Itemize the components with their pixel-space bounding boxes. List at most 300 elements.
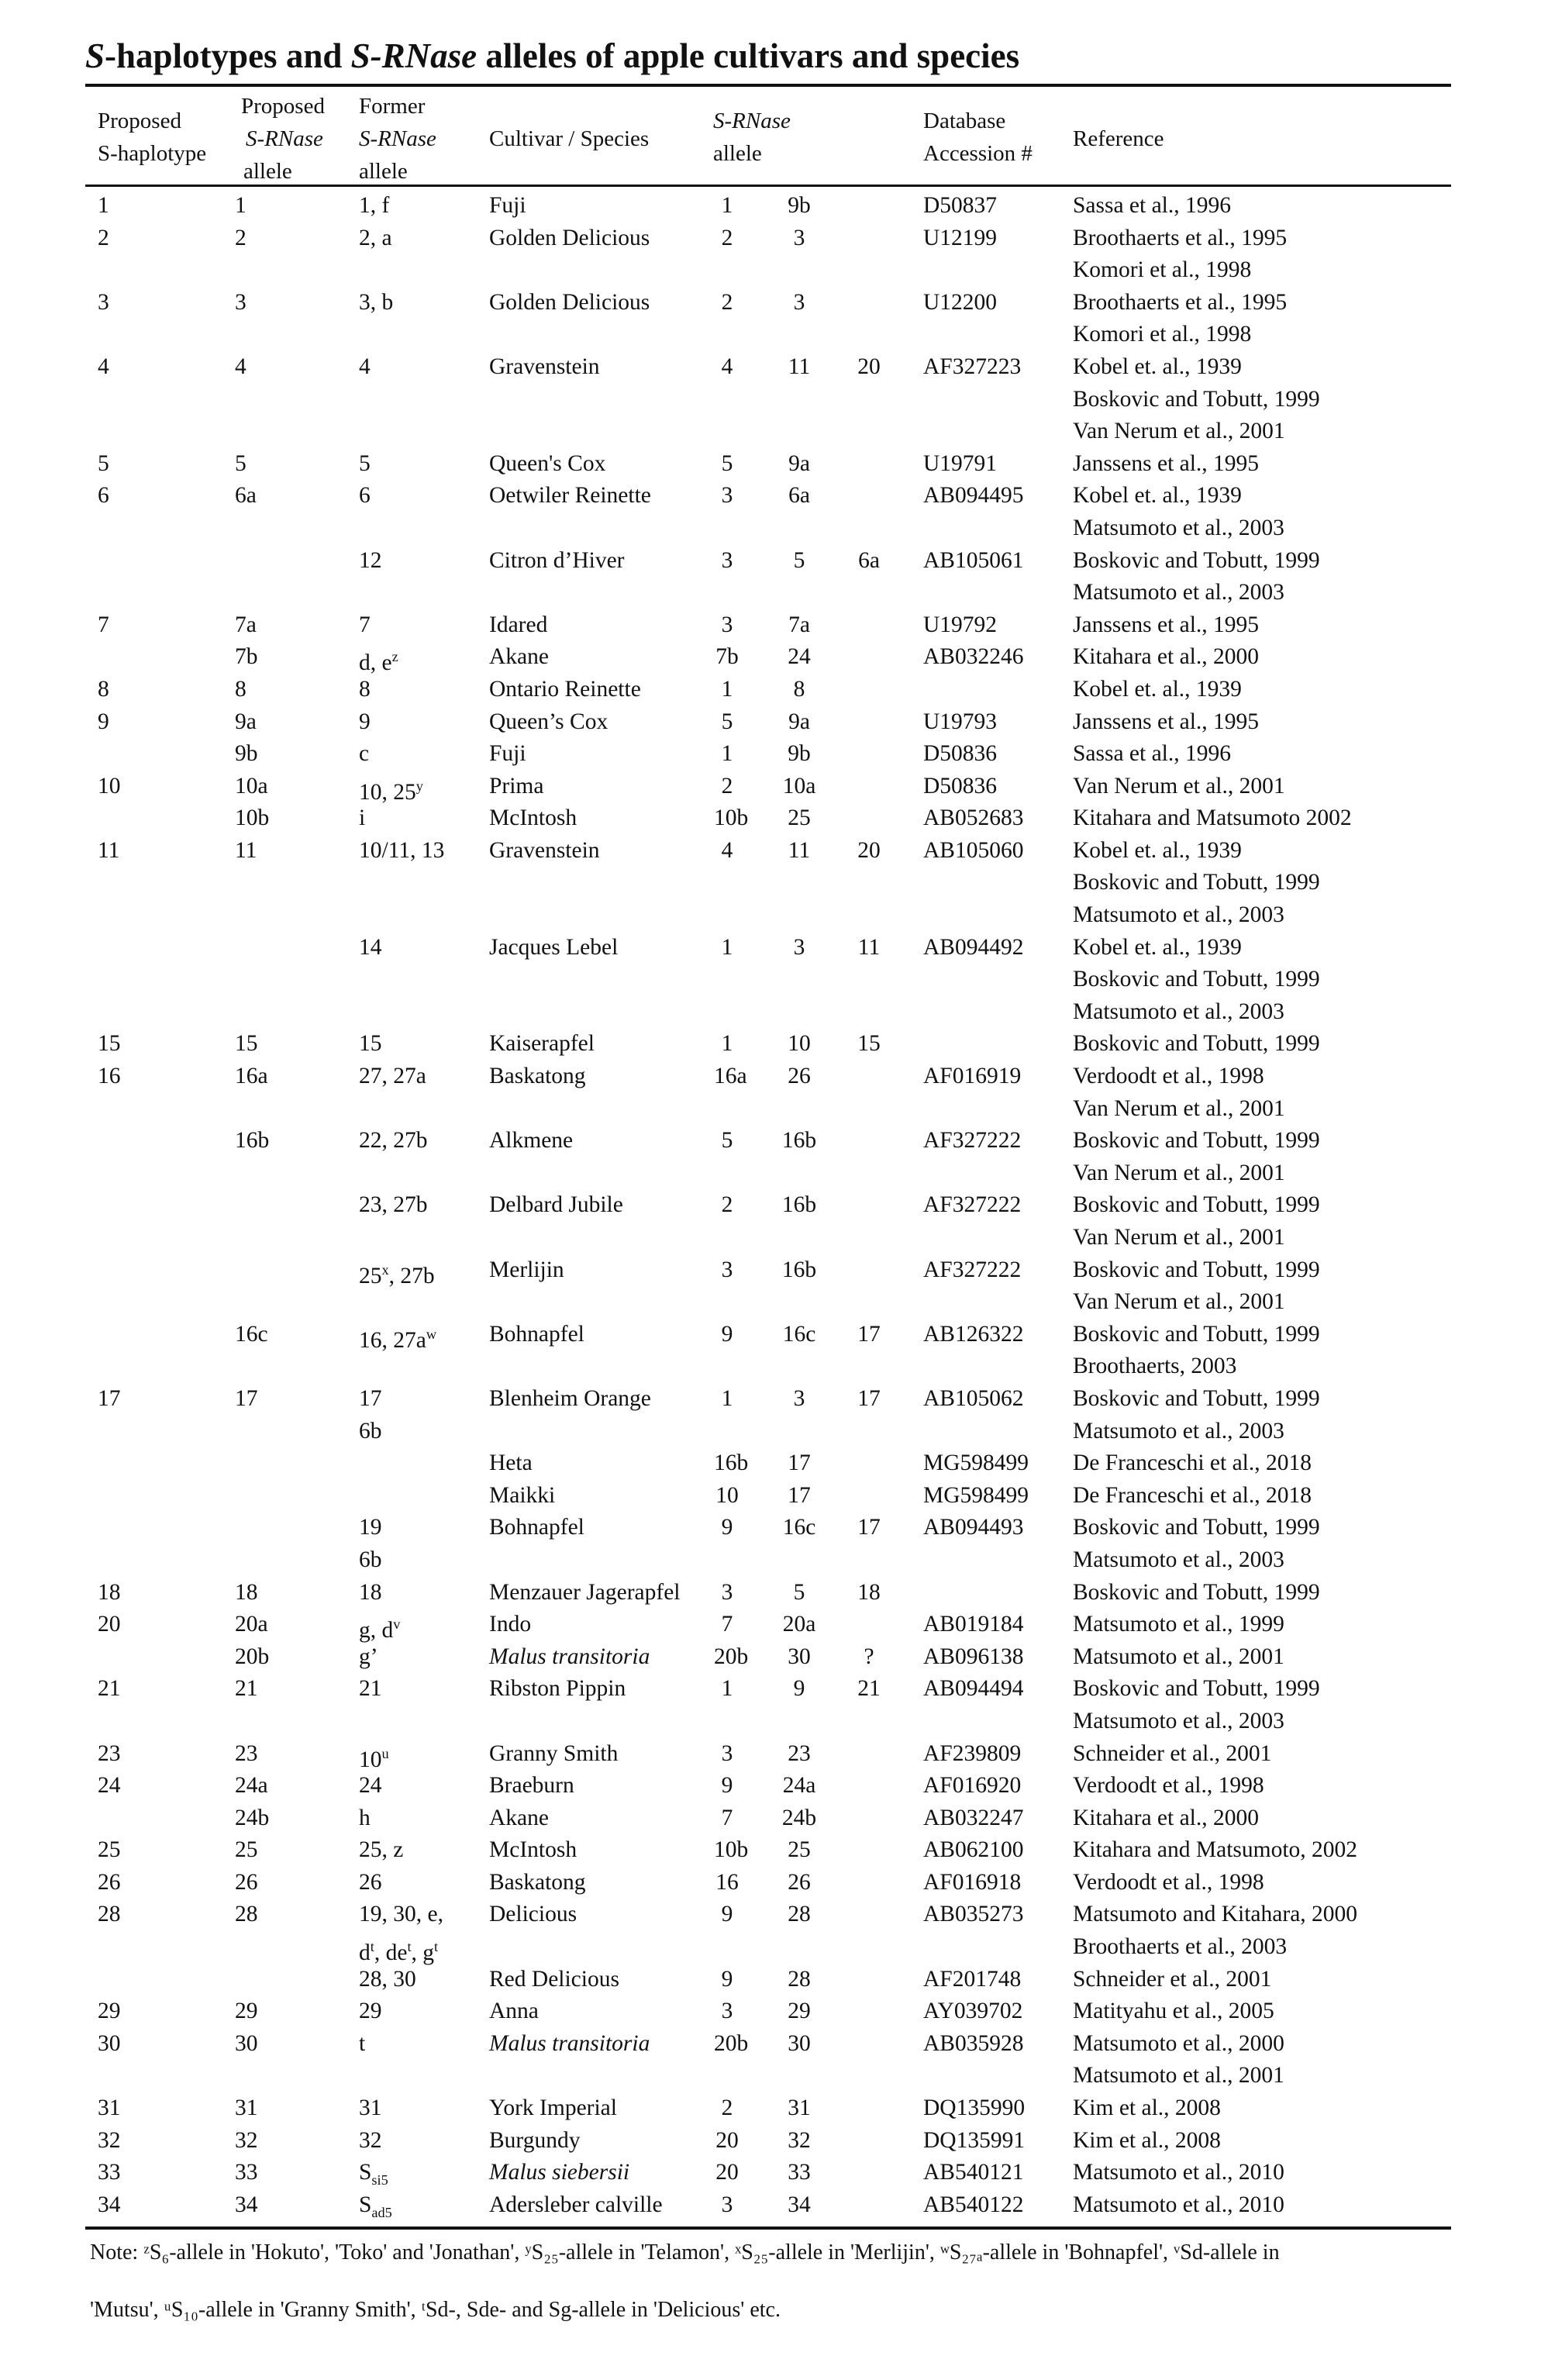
former-allele-cell: 10, 25$^y$ bbox=[359, 778, 423, 805]
cultivar-cell: Blenheim Orange bbox=[489, 1385, 651, 1411]
reference-cell: Matsumoto et al., 2003 bbox=[1073, 902, 1284, 928]
srnase-allele-2-cell: 28 bbox=[788, 1966, 811, 1992]
proposed-haplotype-cell: 3 bbox=[98, 289, 109, 315]
reference-cell: Verdoodt et al., 1998 bbox=[1073, 1064, 1264, 1089]
accession-cell: AF201748 bbox=[923, 1966, 1022, 1992]
srnase-allele-1-cell: 1 bbox=[721, 1031, 733, 1057]
cultivar-cell: Golden Delicious bbox=[489, 289, 650, 315]
allele-table bbox=[98, 190, 1446, 2221]
former-allele-cell: 6b bbox=[359, 1418, 382, 1444]
former-allele-cell: 12 bbox=[359, 547, 382, 573]
table-row bbox=[98, 1028, 1446, 1061]
table-row bbox=[98, 1641, 1446, 1674]
srnase-allele-1-cell: 20b bbox=[714, 2030, 749, 2056]
cultivar-cell: Fuji bbox=[489, 741, 526, 767]
reference-cell: Matityahu et al., 2005 bbox=[1073, 1999, 1274, 2024]
accession-cell: AF016919 bbox=[923, 1064, 1022, 1089]
accession-cell: U19791 bbox=[923, 450, 998, 476]
reference-cell: De Franceschi et al., 2018 bbox=[1073, 1482, 1312, 1508]
accession-cell: AB540121 bbox=[923, 2160, 1024, 2185]
srnase-allele-2-cell: 24b bbox=[781, 1805, 817, 1830]
former-allele-cell: 31 bbox=[359, 2095, 382, 2121]
accession-cell: AB096138 bbox=[923, 1644, 1024, 1669]
srnase-allele-2-cell: 7a bbox=[788, 612, 810, 637]
former-allele-cell: 14 bbox=[359, 934, 382, 960]
former-allele-cell: t bbox=[359, 2030, 366, 2056]
reference-cell: Matsumoto et al., 2003 bbox=[1073, 1708, 1284, 1733]
proposed-haplotype-cell: 10 bbox=[98, 773, 121, 799]
table-row bbox=[98, 1834, 1446, 1867]
reference-cell: Kim et al., 2008 bbox=[1073, 2127, 1221, 2153]
table-row bbox=[98, 1512, 1446, 1544]
cultivar-cell: Baskatong bbox=[489, 1064, 586, 1089]
former-allele-cell: $S_{ad5}$ bbox=[359, 2192, 392, 2220]
proposed-allele-cell: 10a bbox=[235, 773, 268, 799]
cultivar-cell: Golden Delicious bbox=[489, 225, 650, 250]
table-row bbox=[98, 706, 1446, 739]
former-allele-cell: 21 bbox=[359, 1676, 382, 1702]
proposed-allele-cell: 24a bbox=[235, 1773, 268, 1799]
proposed-allele-cell: 1 bbox=[235, 193, 247, 218]
srnase-allele-2-cell: 33 bbox=[788, 2160, 811, 2185]
proposed-allele-cell: 18 bbox=[235, 1579, 258, 1605]
reference-cell: Broothaerts et al., 1995 bbox=[1073, 289, 1288, 315]
table-row bbox=[98, 1222, 1446, 1254]
proposed-allele-cell: 20a bbox=[235, 1612, 268, 1637]
former-allele-cell: 24 bbox=[359, 1773, 382, 1799]
accession-cell: D50836 bbox=[923, 773, 998, 799]
reference-cell: Matsumoto et al., 2003 bbox=[1073, 1418, 1284, 1444]
reference-cell: Kitahara et al., 2000 bbox=[1073, 1805, 1260, 1830]
cultivar-cell: Akane bbox=[489, 644, 549, 670]
proposed-haplotype-cell: 11 bbox=[98, 837, 120, 863]
table-row bbox=[98, 2092, 1446, 2125]
proposed-haplotype-cell: 26 bbox=[98, 1869, 121, 1895]
reference-cell: Boskovic and Tobutt, 1999 bbox=[1073, 1385, 1320, 1411]
cultivar-cell: Citron d’Hiver bbox=[489, 547, 625, 573]
former-allele-cell: g, $d^v$ bbox=[359, 1616, 401, 1643]
srnase-allele-1-cell: 16b bbox=[714, 1450, 749, 1476]
srnase-allele-2-cell: 3 bbox=[793, 1385, 805, 1411]
proposed-allele-cell: 17 bbox=[235, 1385, 258, 1411]
cultivar-cell: Malus transitoria bbox=[489, 1644, 650, 1669]
reference-cell: De Franceschi et al., 2018 bbox=[1073, 1450, 1312, 1476]
header-line: S-haplotype bbox=[98, 141, 207, 166]
reference-cell: Komori et al., 1998 bbox=[1073, 322, 1252, 347]
srnase-allele-2-cell: 29 bbox=[788, 1999, 811, 2024]
former-allele-cell: 10$^u$ bbox=[359, 1745, 389, 1772]
table-row bbox=[98, 609, 1446, 642]
srnase-allele-1-cell: 4 bbox=[721, 837, 733, 863]
header-line: Database bbox=[923, 109, 1006, 133]
table-row bbox=[98, 964, 1446, 996]
header-reference: Reference bbox=[1073, 126, 1164, 151]
proposed-allele-cell: 33 bbox=[235, 2160, 258, 2185]
reference-cell: Van Nerum et al., 2001 bbox=[1073, 773, 1285, 799]
proposed-haplotype-cell: 31 bbox=[98, 2095, 121, 2121]
srnase-allele-3-cell: 21 bbox=[857, 1676, 881, 1702]
proposed-haplotype-cell: 25 bbox=[98, 1837, 121, 1863]
accession-cell: AB105061 bbox=[923, 547, 1024, 573]
cultivar-cell: Gravenstein bbox=[489, 354, 600, 379]
reference-cell: Matsumoto et al., 2003 bbox=[1073, 515, 1284, 540]
cultivar-cell: Bohnapfel bbox=[489, 1321, 584, 1347]
proposed-allele-cell: 4 bbox=[235, 354, 247, 379]
reference-cell: Kitahara et al., 2000 bbox=[1073, 644, 1260, 670]
table-row bbox=[98, 802, 1446, 835]
table-row bbox=[98, 1093, 1446, 1126]
table-row bbox=[98, 2028, 1446, 2061]
proposed-haplotype-cell: 16 bbox=[98, 1064, 121, 1089]
srnase-allele-1-cell: 2 bbox=[721, 1192, 733, 1218]
proposed-haplotype-cell: 30 bbox=[98, 2030, 121, 2056]
reference-cell: Schneider et al., 2001 bbox=[1073, 1740, 1272, 1766]
header-line: Accession # bbox=[923, 141, 1033, 166]
footnote-line-1: Note: ᶻS₆-allele in 'Hokuto', 'Toko' and 'Jonathan', ʸS₂₅-allele in 'Telamon', ˣS₂₅-allele in 'Merlijin', ʷS₂₇ₐ-allele in 'Bohnapfel', ᵛSd-allele in bbox=[90, 2240, 1280, 2264]
reference-cell: Janssens et al., 1995 bbox=[1073, 612, 1260, 637]
cultivar-cell: Jacques Lebel bbox=[489, 934, 619, 960]
srnase-allele-1-cell: 9 bbox=[721, 1321, 733, 1347]
srnase-allele-2-cell: 32 bbox=[788, 2127, 811, 2153]
accession-cell: AF016920 bbox=[923, 1773, 1022, 1799]
cultivar-cell: Oetwiler Reinette bbox=[489, 483, 651, 509]
proposed-allele-cell: 25 bbox=[235, 1837, 258, 1863]
proposed-allele-cell: 10b bbox=[235, 805, 270, 831]
srnase-allele-1-cell: 1 bbox=[721, 1676, 733, 1702]
table-row bbox=[98, 512, 1446, 545]
table-row bbox=[98, 1706, 1446, 1738]
srnase-allele-1-cell: 20 bbox=[715, 2160, 739, 2185]
cultivar-cell: Akane bbox=[489, 1805, 549, 1830]
srnase-allele-1-cell: 5 bbox=[721, 450, 733, 476]
header-line: Former bbox=[359, 94, 426, 119]
former-allele-cell: 7 bbox=[359, 612, 371, 637]
reference-cell: Van Nerum et al., 2001 bbox=[1073, 419, 1285, 444]
table-row bbox=[98, 835, 1446, 867]
table-row bbox=[98, 1480, 1446, 1513]
srnase-allele-2-cell: 24 bbox=[788, 644, 811, 670]
table-row bbox=[98, 319, 1446, 351]
proposed-haplotype-cell: 4 bbox=[98, 354, 109, 379]
srnase-allele-2-cell: 11 bbox=[788, 354, 811, 379]
table-row bbox=[98, 384, 1446, 416]
cultivar-cell: Braeburn bbox=[489, 1773, 574, 1799]
accession-cell: U12200 bbox=[923, 289, 998, 315]
cultivar-cell: Ribston Pippin bbox=[489, 1676, 626, 1702]
table-row bbox=[98, 1964, 1446, 1996]
proposed-allele-cell: 16c bbox=[235, 1321, 268, 1347]
reference-cell: Verdoodt et al., 1998 bbox=[1073, 1869, 1264, 1895]
table-row bbox=[98, 2189, 1446, 2222]
former-allele-cell: 15 bbox=[359, 1031, 382, 1057]
reference-cell: Kim et al., 2008 bbox=[1073, 2095, 1221, 2121]
reference-cell: Boskovic and Tobutt, 1999 bbox=[1073, 1031, 1320, 1057]
srnase-allele-2-cell: 16c bbox=[782, 1515, 816, 1540]
proposed-haplotype-cell: 33 bbox=[98, 2160, 121, 2185]
proposed-allele-cell: 30 bbox=[235, 2030, 258, 2056]
srnase-allele-1-cell: 1 bbox=[721, 676, 733, 702]
srnase-allele-1-cell: 3 bbox=[721, 1740, 733, 1766]
former-allele-cell: 6 bbox=[359, 483, 371, 509]
srnase-allele-1-cell: 5 bbox=[721, 1128, 733, 1154]
proposed-allele-cell: 9a bbox=[235, 709, 257, 734]
accession-cell: AB062100 bbox=[923, 1837, 1024, 1863]
srnase-allele-2-cell: 16b bbox=[781, 1192, 817, 1218]
former-allele-cell: 18 bbox=[359, 1579, 382, 1605]
proposed-allele-cell: 8 bbox=[235, 676, 247, 702]
table-row bbox=[98, 1802, 1446, 1835]
accession-cell: AB105060 bbox=[923, 837, 1024, 863]
srnase-allele-2-cell: 26 bbox=[788, 1869, 811, 1895]
accession-cell: AB032247 bbox=[923, 1805, 1024, 1830]
accession-cell: AB094492 bbox=[923, 934, 1024, 960]
header-accession bbox=[923, 105, 1033, 170]
proposed-allele-cell: 32 bbox=[235, 2127, 258, 2153]
srnase-allele-1-cell: 10 bbox=[715, 1482, 739, 1508]
former-allele-cell: $d^t$, $de^t$, $g^t$ bbox=[359, 1939, 439, 1965]
former-allele-cell: 32 bbox=[359, 2127, 382, 2153]
former-allele-cell: 27, 27a bbox=[359, 1064, 426, 1089]
srnase-allele-2-cell: 8 bbox=[793, 676, 805, 702]
former-allele-cell: c bbox=[359, 741, 370, 767]
reference-cell: Boskovic and Tobutt, 1999 bbox=[1073, 1257, 1320, 1282]
former-allele-cell: 16, $27a^w$ bbox=[359, 1326, 437, 1353]
reference-cell: Van Nerum et al., 2001 bbox=[1073, 1095, 1285, 1121]
reference-cell: Boskovic and Tobutt, 1999 bbox=[1073, 547, 1320, 573]
reference-cell: Verdoodt et al., 1998 bbox=[1073, 1773, 1264, 1799]
table-row bbox=[98, 932, 1446, 964]
accession-cell: AB540122 bbox=[923, 2192, 1024, 2217]
table-row bbox=[98, 1995, 1446, 2028]
table-row bbox=[98, 287, 1446, 319]
cultivar-cell: Baskatong bbox=[489, 1869, 586, 1895]
srnase-allele-2-cell: 17 bbox=[788, 1482, 811, 1508]
table-row bbox=[98, 1254, 1446, 1287]
proposed-haplotype-cell: 32 bbox=[98, 2127, 121, 2153]
srnase-allele-2-cell: 3 bbox=[793, 289, 805, 315]
former-allele-cell: $S_{si5}$ bbox=[359, 2160, 388, 2189]
srnase-allele-2-cell: 31 bbox=[788, 2095, 811, 2121]
proposed-haplotype-cell: 18 bbox=[98, 1579, 121, 1605]
reference-cell: Matsumoto et al., 2010 bbox=[1073, 2160, 1284, 2185]
accession-cell: AB094494 bbox=[923, 1676, 1024, 1702]
proposed-allele-cell: 23 bbox=[235, 1740, 258, 1766]
reference-cell: Janssens et al., 1995 bbox=[1073, 709, 1260, 734]
srnase-allele-1-cell: 9 bbox=[721, 1966, 733, 1992]
proposed-allele-cell: 3 bbox=[235, 289, 247, 315]
accession-cell: D50837 bbox=[923, 193, 998, 218]
former-allele-cell: 6b bbox=[359, 1547, 382, 1572]
srnase-allele-1-cell: 3 bbox=[721, 1257, 733, 1282]
proposed-haplotype-cell: 24 bbox=[98, 1773, 121, 1799]
accession-cell: AB032246 bbox=[923, 644, 1024, 670]
cultivar-cell: Idared bbox=[489, 612, 548, 637]
former-allele-cell: 3, b bbox=[359, 289, 394, 315]
proposed-haplotype-cell: 6 bbox=[98, 483, 109, 509]
table-row bbox=[98, 1577, 1446, 1609]
accession-cell: AB052683 bbox=[923, 805, 1024, 831]
srnase-allele-3-cell: ? bbox=[864, 1644, 874, 1669]
table-row bbox=[98, 1867, 1446, 1899]
srnase-allele-2-cell: 24a bbox=[782, 1773, 816, 1799]
accession-cell: U12199 bbox=[923, 225, 998, 250]
reference-cell: Sassa et al., 1996 bbox=[1073, 193, 1232, 218]
cultivar-cell: Delicious bbox=[489, 1902, 577, 1927]
table-row bbox=[98, 1061, 1446, 1093]
proposed-allele-cell: 24b bbox=[235, 1805, 270, 1830]
proposed-haplotype-cell: 15 bbox=[98, 1031, 121, 1057]
former-allele-cell: 19 bbox=[359, 1515, 382, 1540]
srnase-allele-1-cell: 16 bbox=[715, 1869, 739, 1895]
proposed-haplotype-cell: 9 bbox=[98, 709, 109, 734]
cultivar-cell: Queen’s Cox bbox=[489, 709, 609, 734]
table-title bbox=[85, 36, 1019, 76]
table-row bbox=[98, 351, 1446, 384]
header-proposed-haplotype bbox=[98, 105, 206, 170]
srnase-allele-3-cell: 17 bbox=[857, 1321, 881, 1347]
srnase-allele-1-cell: 9 bbox=[721, 1515, 733, 1540]
cultivar-cell: Merlijin bbox=[489, 1257, 564, 1282]
srnase-allele-1-cell: 1 bbox=[721, 934, 733, 960]
srnase-allele-2-cell: 3 bbox=[793, 225, 805, 250]
srnase-allele-1-cell: 9 bbox=[721, 1773, 733, 1799]
table-row bbox=[98, 222, 1446, 255]
reference-cell: Kitahara and Matsumoto 2002 bbox=[1073, 805, 1352, 831]
table-row bbox=[98, 1286, 1446, 1319]
former-allele-cell: 8 bbox=[359, 676, 371, 702]
reference-cell: Matsumoto et al., 2003 bbox=[1073, 1547, 1284, 1572]
srnase-allele-2-cell: 30 bbox=[788, 1644, 811, 1669]
table-row bbox=[98, 480, 1446, 512]
srnase-allele-2-cell: 9b bbox=[788, 741, 811, 767]
srnase-allele-2-cell: 20a bbox=[782, 1612, 816, 1637]
srnase-allele-2-cell: 9 bbox=[793, 1676, 805, 1702]
former-allele-cell: i bbox=[359, 805, 366, 831]
reference-cell: Kobel et. al., 1939 bbox=[1073, 934, 1242, 960]
accession-cell: AF327222 bbox=[923, 1128, 1022, 1154]
proposed-allele-cell: 29 bbox=[235, 1999, 258, 2024]
table-row bbox=[98, 1544, 1446, 1577]
cultivar-cell: Maikki bbox=[489, 1482, 556, 1508]
table-row bbox=[98, 190, 1446, 222]
table-row bbox=[98, 1157, 1446, 1190]
srnase-allele-2-cell: 9a bbox=[788, 450, 810, 476]
cultivar-cell: McIntosh bbox=[489, 805, 577, 831]
reference-cell: Matsumoto and Kitahara, 2000 bbox=[1073, 1902, 1358, 1927]
header-cultivar: Cultivar / Species bbox=[489, 126, 650, 151]
table-row bbox=[98, 2125, 1446, 2158]
former-allele-cell: 9 bbox=[359, 709, 371, 734]
reference-cell: Schneider et al., 2001 bbox=[1073, 1966, 1272, 1992]
former-allele-cell: 25$^x$, 27b bbox=[359, 1261, 435, 1288]
table-row bbox=[98, 1738, 1446, 1771]
table-row bbox=[98, 1383, 1446, 1416]
cultivar-cell: Burgundy bbox=[489, 2127, 581, 2153]
table-row bbox=[98, 1899, 1446, 1931]
reference-cell: Kobel et. al., 1939 bbox=[1073, 676, 1242, 702]
proposed-allele-cell: 6a bbox=[235, 483, 257, 509]
srnase-allele-3-cell: 20 bbox=[857, 837, 881, 863]
former-allele-cell: 25, z bbox=[359, 1837, 404, 1863]
former-allele-cell: 22, 27b bbox=[359, 1128, 428, 1154]
reference-cell: Matsumoto et al., 2000 bbox=[1073, 2030, 1284, 2056]
reference-cell: Matsumoto et al., 2003 bbox=[1073, 999, 1284, 1024]
table-row bbox=[98, 1770, 1446, 1802]
reference-cell: Kobel et. al., 1939 bbox=[1073, 354, 1242, 379]
former-allele-cell: 17 bbox=[359, 1385, 382, 1411]
table-row bbox=[98, 545, 1446, 578]
former-allele-cell: 19, 30, e, bbox=[359, 1902, 443, 1927]
proposed-haplotype-cell: 29 bbox=[98, 1999, 121, 2024]
proposed-allele-cell: 21 bbox=[235, 1676, 258, 1702]
srnase-allele-1-cell: 3 bbox=[721, 483, 733, 509]
srnase-allele-3-cell: 6a bbox=[858, 547, 880, 573]
reference-cell: Boskovic and Tobutt, 1999 bbox=[1073, 967, 1320, 992]
table-row bbox=[98, 674, 1446, 706]
srnase-allele-2-cell: 17 bbox=[788, 1450, 811, 1476]
cultivar-cell: Gravenstein bbox=[489, 837, 600, 863]
reference-cell: Van Nerum et al., 2001 bbox=[1073, 1225, 1285, 1250]
srnase-allele-1-cell: 9 bbox=[721, 1902, 733, 1927]
srnase-allele-1-cell: 2 bbox=[721, 2095, 733, 2121]
srnase-allele-3-cell: 15 bbox=[857, 1031, 881, 1057]
former-allele-cell: 1, f bbox=[359, 193, 390, 218]
proposed-haplotype-cell: 21 bbox=[98, 1676, 121, 1702]
table-row bbox=[98, 1673, 1446, 1706]
proposed-haplotype-cell: 1 bbox=[98, 193, 109, 218]
former-allele-cell: g’ bbox=[359, 1644, 378, 1669]
reference-cell: Boskovic and Tobutt, 1999 bbox=[1073, 1676, 1320, 1702]
header-former-allele bbox=[359, 90, 436, 188]
srnase-allele-1-cell: 3 bbox=[721, 1579, 733, 1605]
cultivar-cell: Queen's Cox bbox=[489, 450, 606, 476]
header-line: allele bbox=[713, 141, 762, 166]
table-row bbox=[98, 867, 1446, 899]
table-row bbox=[98, 416, 1446, 448]
reference-cell: Boskovic and Tobutt, 1999 bbox=[1073, 1515, 1320, 1540]
reference-cell: Sassa et al., 1996 bbox=[1073, 741, 1232, 767]
header-line: S-RNase bbox=[246, 126, 323, 151]
srnase-allele-1-cell: 3 bbox=[721, 547, 733, 573]
srnase-allele-2-cell: 10a bbox=[782, 773, 816, 799]
srnase-allele-3-cell: 17 bbox=[857, 1515, 881, 1540]
srnase-allele-2-cell: 5 bbox=[793, 1579, 805, 1605]
proposed-allele-cell: 28 bbox=[235, 1902, 258, 1927]
cultivar-cell: Ontario Reinette bbox=[489, 676, 641, 702]
accession-cell: MG598499 bbox=[923, 1482, 1029, 1508]
table-row bbox=[98, 1416, 1446, 1448]
srnase-allele-2-cell: 30 bbox=[788, 2030, 811, 2056]
reference-cell: Matsumoto et al., 2001 bbox=[1073, 2063, 1284, 2089]
srnase-allele-2-cell: 16b bbox=[781, 1128, 817, 1154]
cultivar-cell: York Imperial bbox=[489, 2095, 617, 2121]
table-row bbox=[98, 448, 1446, 481]
title-italic: S-RNase bbox=[350, 36, 478, 75]
srnase-allele-1-cell: 4 bbox=[721, 354, 733, 379]
srnase-allele-1-cell: 1 bbox=[721, 193, 733, 218]
table-row bbox=[98, 1931, 1446, 1964]
accession-cell: MG598499 bbox=[923, 1450, 1029, 1476]
cultivar-cell: Adersleber calville bbox=[489, 2192, 663, 2217]
table-row bbox=[98, 1189, 1446, 1222]
header-line: Proposed bbox=[98, 109, 181, 133]
srnase-allele-2-cell: 3 bbox=[793, 934, 805, 960]
reference-cell: Janssens et al., 1995 bbox=[1073, 450, 1260, 476]
proposed-allele-cell: 34 bbox=[235, 2192, 258, 2217]
accession-cell: AB126322 bbox=[923, 1321, 1024, 1347]
accession-cell: AY039702 bbox=[923, 1999, 1023, 2024]
cultivar-cell: Kaiserapfel bbox=[489, 1031, 595, 1057]
